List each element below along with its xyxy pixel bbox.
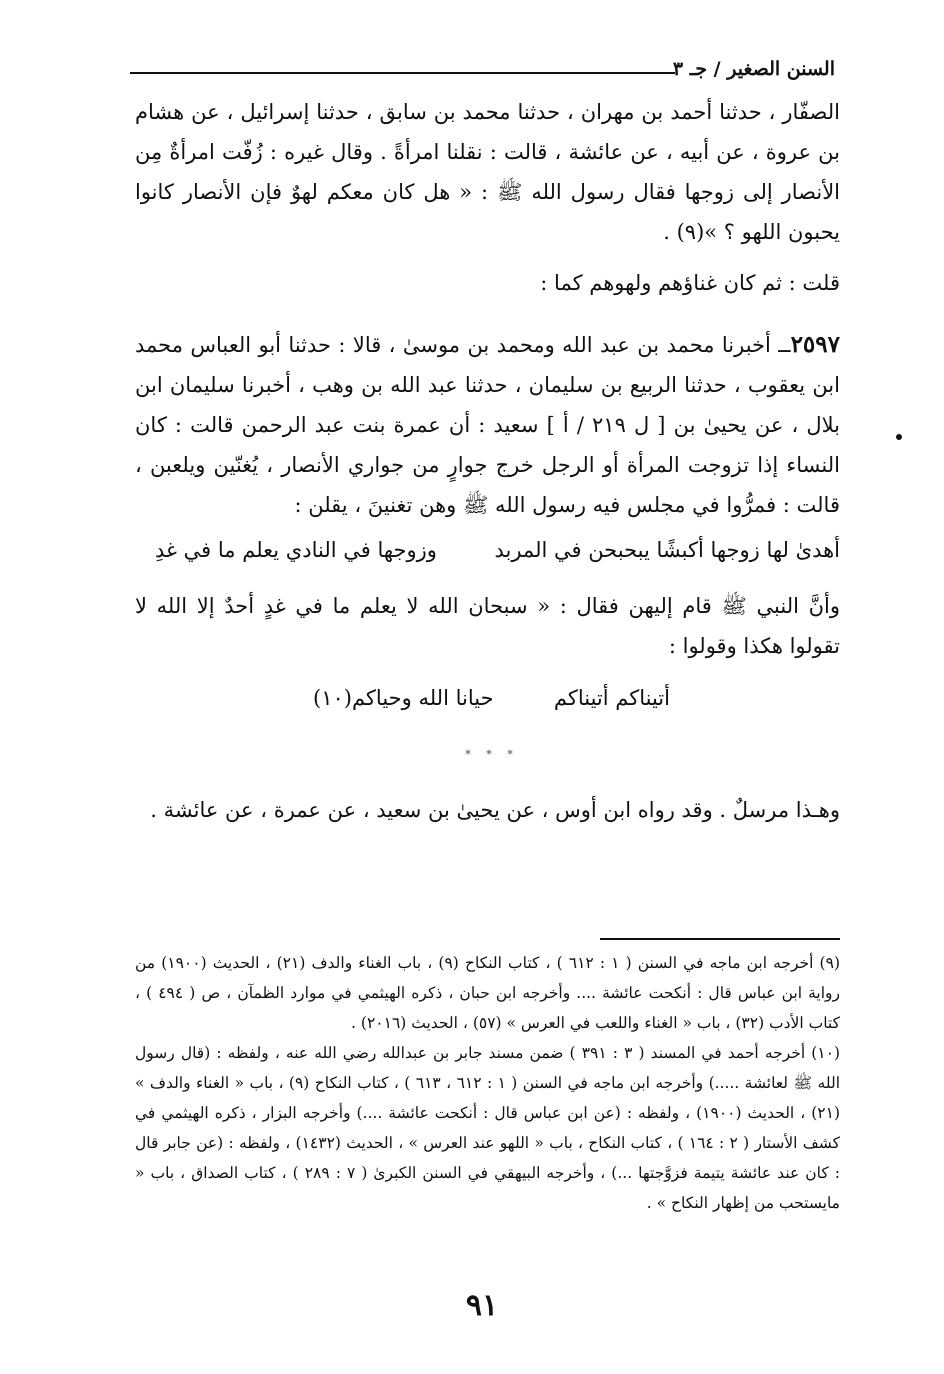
verse-1-second-hemistich: وزوجها في النادي يعلم ما في غدِ [155,538,437,562]
footnotes [135,948,840,1218]
footnote-rule [600,938,840,940]
hadith-number: ٢٥٩٧ [790,331,840,358]
running-title: السنن الصغير / جـ ٣ [672,58,835,80]
paragraph-note: قلت : ثم كان غناؤهم ولهوهم كما : [540,271,840,295]
paragraph-mursal-note: وهـذا مرسلٌ . وقد رواه ابن أوس ، عن يحيىٰ بن سعيد ، عن عمرة ، عن عائشة . [150,798,840,822]
hadith-text: ــ أخبرنا محمد بن عبد الله ومحمد بن موسىٰ ، قالا : حدثنا أبو العباس محمد ابن يعقوب ، حدثنا الربيع بن سليمان ، حدثنا عبد الله بن وهب ، أخبرنا سليمان ابن بلال ، عن يحيىٰ بن [ ل ٢١٩ / أ ] سعيد : أن عمرة بنت عبد الرحمن قالت : كان النساء إذا تزوجت المرأة أو الرجل خرج جوارٍ من جواري الأنصار ، يُغنّين ويلعبن ، قالت : فمرُّوا في مجلس فيه رسول الله ﷺ وهن تغنينَ ، يقلن : [135,333,840,517]
paragraph-prophet-response: وأنَّ النبي ﷺ قام إليهن فقال : « سبحان الله لا يعلم ما في غدٍ أحدٌ إلا الله لا تقولوا هكذا وقولوا : [135,594,840,658]
footnote-9: (٩) أخرجه ابن ماجه في السنن ( ١ : ٦١٢ ) ، كتاب النكاح (٩) ، باب الغناء والدف (٢١) ، الحديث (١٩٠٠) من رواية ابن عباس قال : أنكحت عائشة .... وأخرجه ابن حبان ، ذكره الهيثمي في موارد الظمآن ، ص ( ٤٩٤ ) ، كتاب الأدب (٣٢) ، باب « الغناء واللعب في العرس » (٥٧) ، الحديث (٢٠١٦) . [135,954,840,1032]
header-rule [130,72,675,74]
section-separator: * * * [465,748,519,761]
verse-line-1 [135,530,840,570]
paragraph-hadith-2597 [135,325,840,525]
paragraph-isnad-aisha: الصفّار ، حدثنا أحمد بن مهران ، حدثنا محمد بن سابق ، حدثنا إسرائيل ، عن هشام بن عروة ، عن أبيه ، عن عائشة ، قالت : نقلنا امرأةً . وقال غيره : زُفّت امرأةٌ مِن الأنصار إلى زوجها فقال رسول الله ﷺ : « هل كان معكم لهوٌ فإن الأنصار كانوا يحبون اللهو ؟ »(٩) . [135,100,840,244]
verse-1-first-hemistich: أهدىٰ لها زوجها أكبشًا يبحبحن في المربد [494,538,840,562]
page-number: ٩١ [465,1288,499,1323]
footnote-10: (١٠) أخرجه أحمد في المسند ( ٣ : ٣٩١ ) ضمن مسند جابر بن عبدالله رضي الله عنه ، ولفظه : (قال رسول الله ﷺ لعائشة .....) وأخرجه ابن ماجه في السنن ( ١ : ٦١٢ ، ٦١٣ ) ، كتاب النكاح (٩) ، باب « الغناء والدف » (٢١) ، الحديث (١٩٠٠) ، ولفظه : (عن ابن عباس قال : أنكحت عائشة ....) وأخرجه البزار ، ذكره الهيثمي في كشف الأستار ( ٢ : ١٦٤ ) ، كتاب النكاح ، باب « اللهو عند العرس » ، الحديث (١٤٣٢) ، ولفظه : (عن جابر قال : كان عند عائشة يتيمة فزوَّجتها ...) ، وأخرجه البيهقي في السنن الكبرىٰ ( ٧ : ٢٨٩ ) ، كتاب الصداق ، باب « مايستحب من إظهار النكاح » . [135,1044,841,1212]
margin-dot [896,434,902,440]
running-header [130,58,835,84]
verse-line-2 [135,678,840,718]
verse-2-second-hemistich: حيانا الله وحياكم(١٠) [313,686,494,710]
verse-2-first-hemistich: أتيناكم أتيناكم [553,686,670,710]
